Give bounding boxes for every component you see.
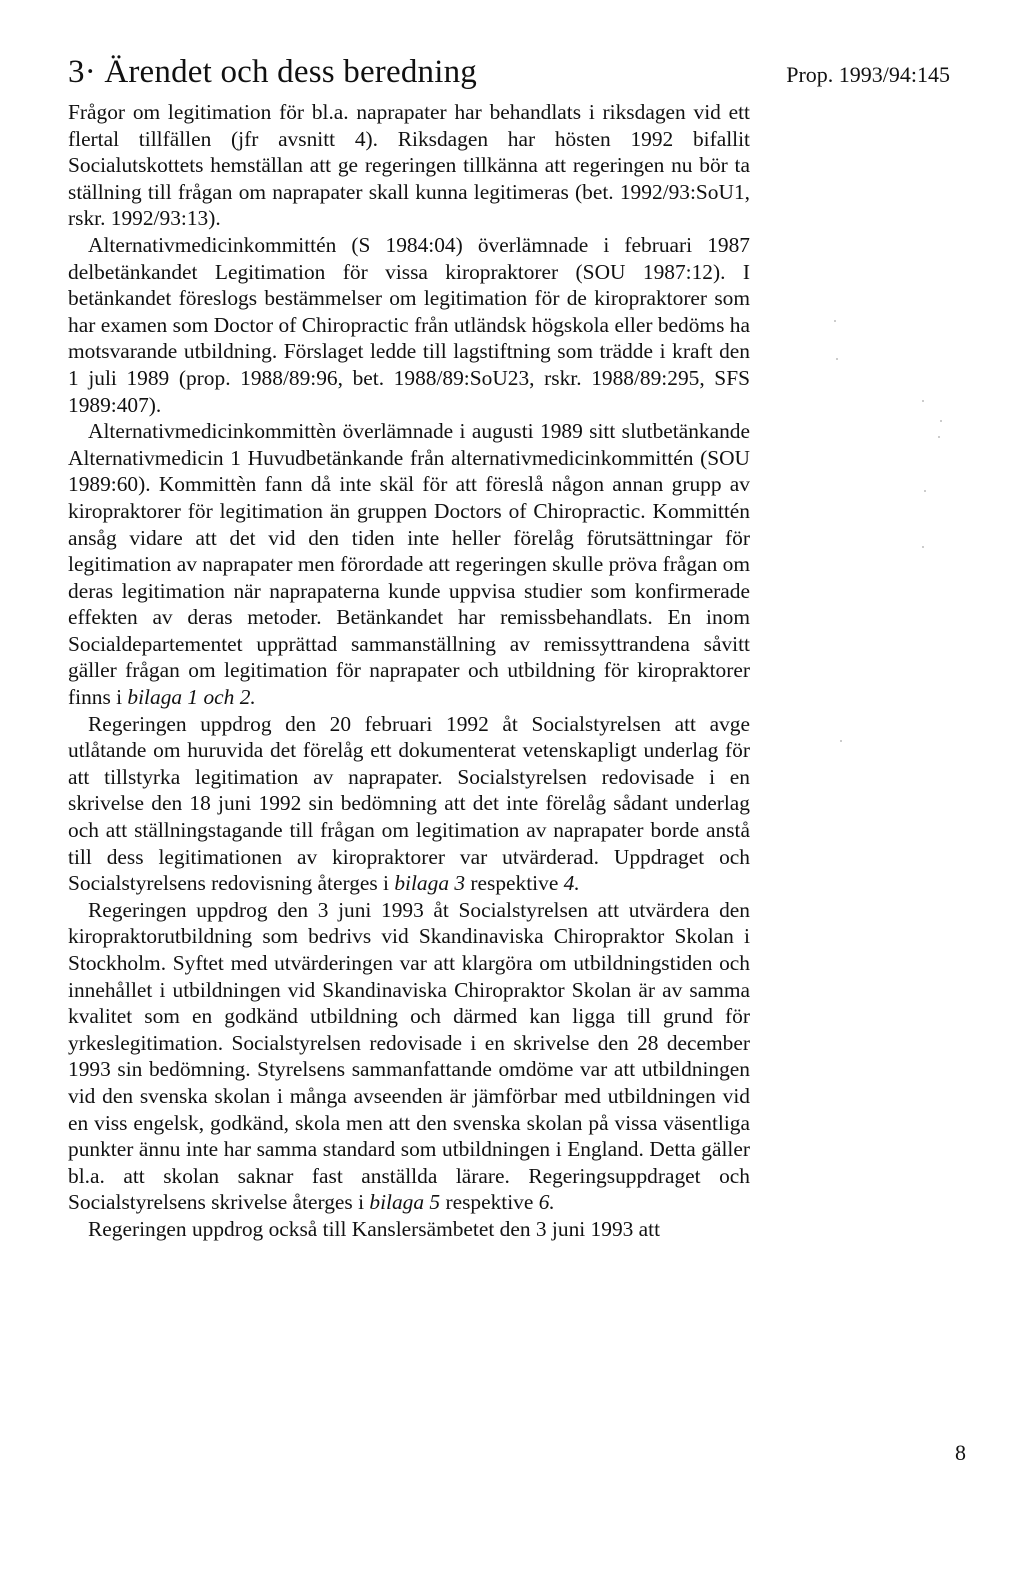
appendix-reference: 4. (563, 871, 580, 896)
paragraph-chancellor-assignment: Regeringen uppdrog också till Kanslersämbetet den 3 juni 1993 att (88, 1216, 661, 1241)
scan-speck (940, 420, 942, 422)
paragraph-committee-final-report (68, 418, 750, 711)
paragraph-chiropractic-evaluation (68, 897, 750, 1216)
appendix-reference: bilaga 5 (369, 1190, 441, 1215)
page-header (68, 50, 960, 94)
appendix-reference: bilaga 1 och 2. (127, 685, 256, 710)
scan-speck (836, 358, 838, 360)
margin-specks (794, 300, 954, 760)
scan-speck (834, 320, 836, 322)
appendix-reference: bilaga 3 (394, 871, 466, 896)
paragraph-text: Regeringen uppdrog den 3 juni 1993 åt Socialstyrelsen att utvärdera den kiropraktorutbildning som bedrivs vid Skandinaviska Chiropraktor Skolan i Stockholm. Syftet med utvärderingen var att klargöra om utbildningstiden och innehållet i utbildningen vid Skandinaviska Chiropraktor Skolan är av samma kvalitet som en godkänd utbildning och därmed kan ligga till grund för yrkeslegitimation. Socialstyrelsen redovisade i en skrivelse den 28 december 1993 sin bedömning. Styrelsens sammanfattande omdöme var att utbildningen vid den svenska skolan i många avseenden är jämförbar med utbildningen vid en viss engelsk, godkänd, skola men att den svenska skolan på vissa väsentliga punkter ännu inte har samma standard som utbildningen i England. Detta gäller bl.a. att skolan saknar fast anställda lärare. Regeringsuppdraget och Socialstyrelsens skrivelse återges i (68, 897, 750, 1215)
paragraph-text: Alternativmedicinkommittèn överlämnade i augusti 1989 sitt slutbetänkande Alternativmedicin 1 Huvudbetänkande från alternativmedicinkommittén (SOU 1989:60). Kommittèn fann då inte skäl för att föreslå någon annan grupp av kiropraktorer för legitimation än gruppen Doctors of Chiropractic. Kommittén ansåg vidare att det vid den tiden inte heller förelåg förutsättningar för legitimation av naprapater men förordade att regeringen skulle pröva frågan om deras legitimation när naprapaterna kunde uppvisa studier som konfirmerade effekten av deras metoder. Betänkandet har remissbehandlats. En inom Socialdepartementet upprättad sammanställning av remissyttrandena såvitt gäller frågan om legitimation för naprapater och utbildning för kiropraktorer finns i (68, 419, 750, 710)
paragraph-text: respektive (465, 871, 564, 896)
section-heading: 3· Ärendet och dess beredning (68, 54, 478, 90)
appendix-reference: 6. (538, 1190, 555, 1215)
scan-speck (922, 546, 924, 548)
proposition-reference: Prop. 1993/94:145 (786, 62, 950, 87)
scan-speck (924, 490, 926, 492)
page-number: 8 (955, 1440, 966, 1465)
paragraph-naprapath-assessment (68, 711, 750, 897)
scan-speck (938, 436, 940, 438)
scan-speck (840, 740, 842, 742)
body-text (68, 99, 750, 1243)
paragraph-legitimation-history: Frågor om legitimation för bl.a. naprapater har behandlats i riksdagen vid ett flertal tillfällen (jfr avsnitt 4). Riksdagen har hösten 1992 bifallit Socialutskottets hemställan att ge regeringen tillkänna att regeringen nu bör ta ställning till frågan om naprapater skall kunna legitimeras (bet. 1992/93:SoU1, rskr. 1992/93:13). (68, 100, 750, 231)
paragraph-text: Regeringen uppdrog den 20 februari 1992 åt Socialstyrelsen att avge utlåtande om huruvida det förelåg ett dokumenterat vetenskapligt underlag för att tillstyrka legitimation av naprapater. Socialstyrelsen redovisade i en skrivelse den 18 juni 1992 sin bedömning att det inte förelåg sådant underlag och att ställningstagande till frågan om legitimation av naprapater borde anstå till dess legitimationen av kiropraktorer var utvärderad. Uppdraget och Socialstyrelsens redovisning återges i (68, 711, 750, 896)
paragraph-text: respektive (440, 1190, 539, 1215)
scan-speck (922, 400, 924, 402)
paragraph-committee-partial-report: Alternativmedicinkommittén (S 1984:04) överlämnade i februari 1987 delbetänkandet Legitimation för vissa kiropraktorer (SOU 1987:12). I betänkandet föreslogs bestämmelser om legitimation för de kiropraktorer som har examen som Doctor of Chiropractic från utländsk högskola eller bedöms ha motsvarande utbildning. Förslaget ledde till lagstiftning som trädde i kraft den 1 juli 1989 (prop. 1988/89:96, bet. 1988/89:SoU23, rskr. 1988/89:295, SFS 1989:407). (68, 232, 750, 417)
